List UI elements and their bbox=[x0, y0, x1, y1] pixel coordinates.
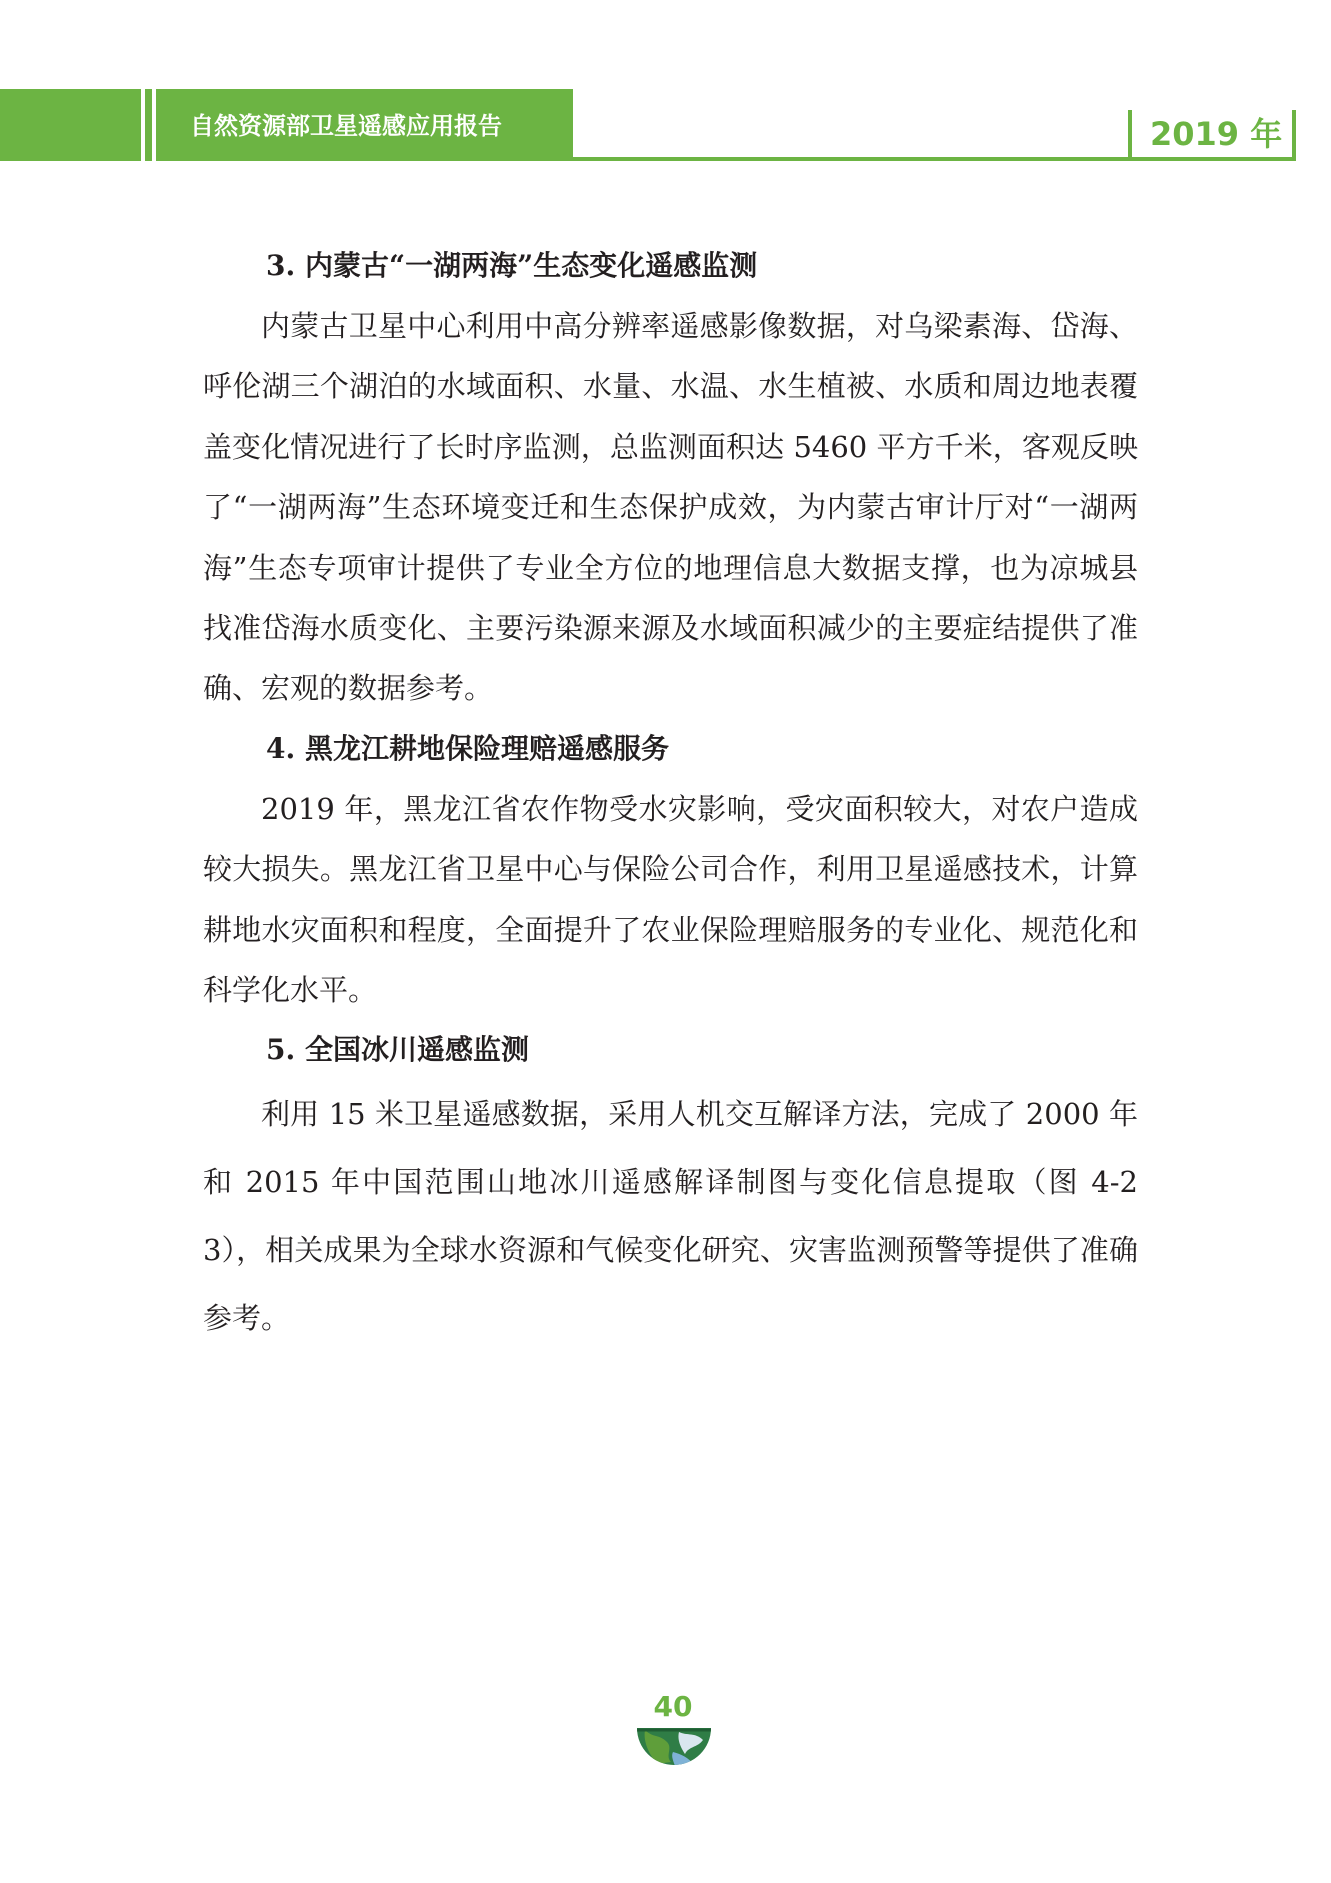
section-paragraph: 2019 年，黑龙江省农作物受水灾影响，受灾面积较大，对农户造成较大损失。黑龙江省卫星中心与保险公司合作，利用卫星遥感技术，计算耕地水灾面积和程度，全面提升了农业保险理赔服务的专业化、规范化和科学化水平。 bbox=[203, 791, 1138, 1008]
header-rule bbox=[573, 157, 1296, 161]
section-heading: 3. 内蒙古“一湖两海”生态变化遥感监测 bbox=[266, 249, 758, 282]
report-year: 2019 年 bbox=[1150, 115, 1283, 153]
report-title: 自然资源部卫星遥感应用报告 bbox=[190, 112, 502, 140]
section-paragraph: 利用 15 米卫星遥感数据，采用人机交互解译方法，完成了 2000 年和 2015 年中国范围山地冰川遥感解译制图与变化信息提取（图 4-23），相关成果为全球水资源和气候变化研究、灾害监测预警等提供了准确参考。 bbox=[203, 1097, 1138, 1336]
header-stripe bbox=[141, 89, 145, 161]
header-tick bbox=[1292, 110, 1296, 161]
earth-globe-icon bbox=[637, 1728, 711, 1766]
page-content bbox=[203, 236, 1138, 1352]
section-heading: 5. 全国冰川遥感监测 bbox=[266, 1033, 529, 1067]
header-stripe bbox=[152, 89, 156, 161]
header-tick bbox=[1128, 110, 1132, 161]
page-number: 40 bbox=[653, 1690, 693, 1723]
section-heading: 4. 黑龙江耕地保险理赔遥感服务 bbox=[266, 731, 669, 765]
section-paragraph: 内蒙古卫星中心利用中高分辨率遥感影像数据，对乌梁素海、岱海、呼伦湖三个湖泊的水域面积、水量、水温、水生植被、水质和周边地表覆盖变化情况进行了长时序监测，总监测面积达 5460 平方千米，客观反映了“一湖两海”生态环境变迁和生态保护成效，为内蒙古审计厅对“一湖两海”生态专项审计提供了专业全方位的地理信息大数据支撑，也为凉城县找准岱海水质变化、主要污染源来源及水域面积减少的主要症结提供了准确、宏观的数据参考。 bbox=[203, 309, 1138, 706]
